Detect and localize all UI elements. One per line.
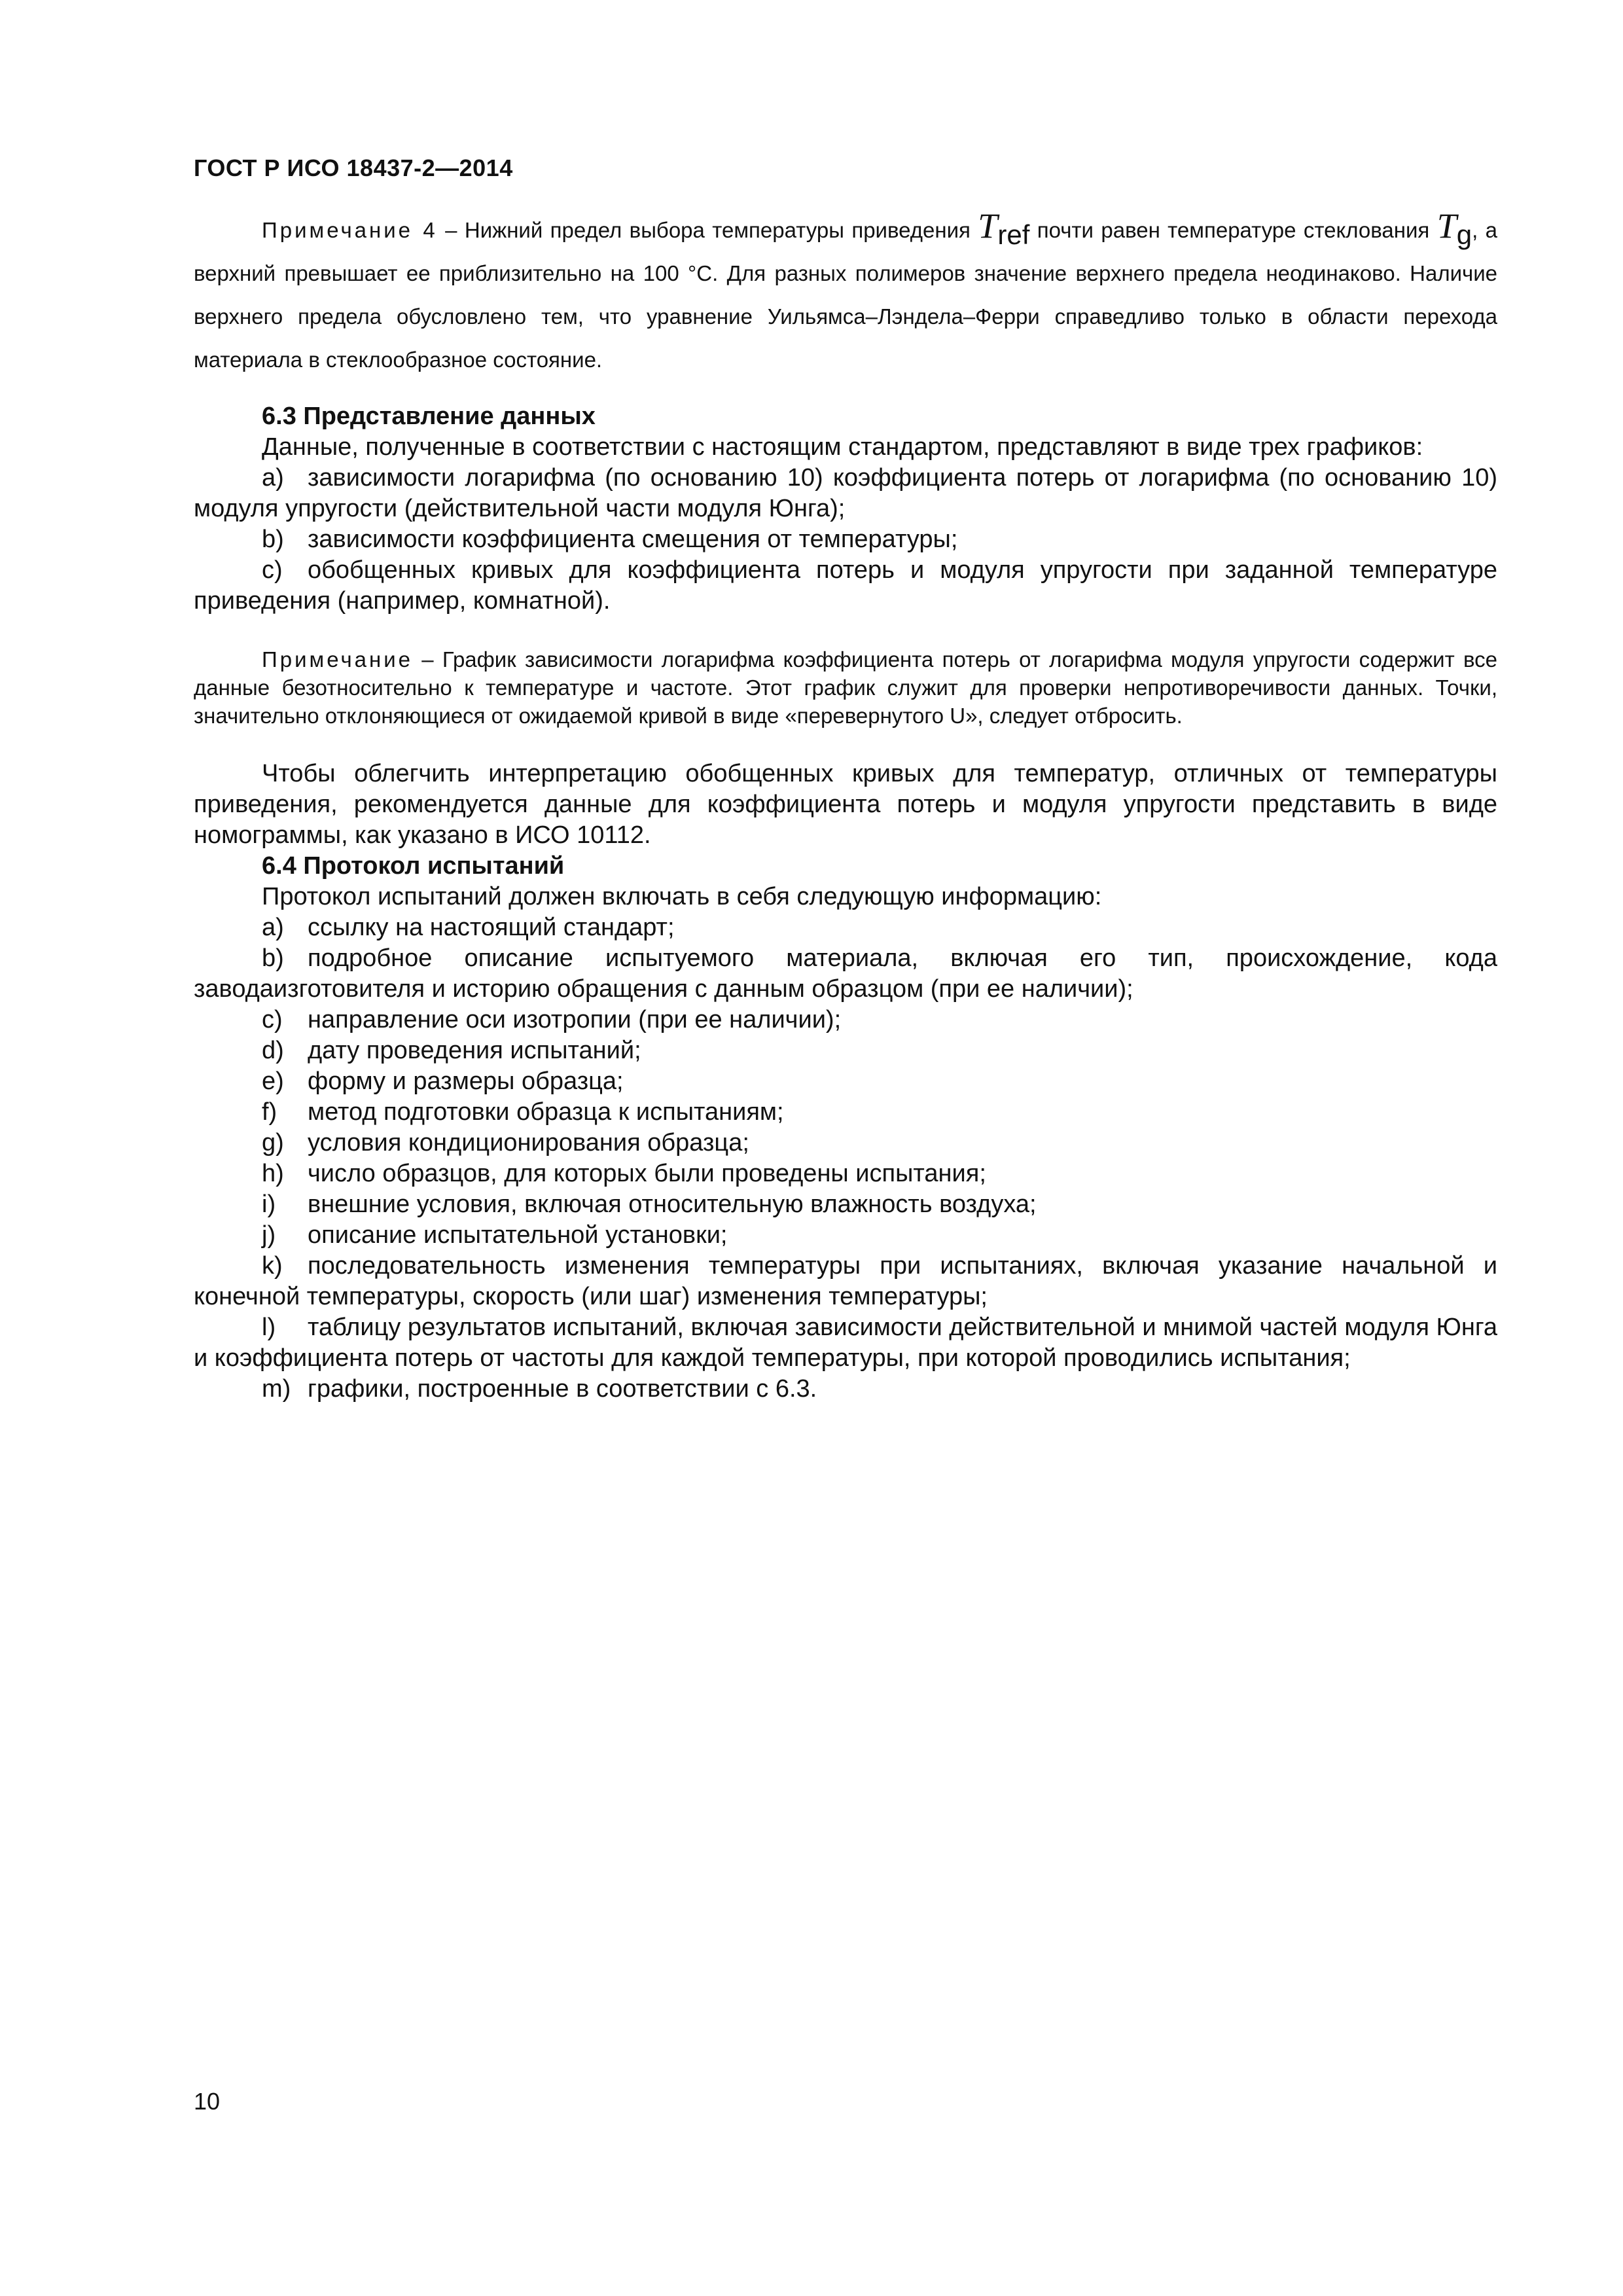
section-6-4-item-g [194, 1128, 1497, 1158]
item-text: таблицу результатов испытаний, включая зависимости действительной и мнимой частей модуля Юнга и коэффициента потерь от частоты для каждой температуры, при которой проводились испытания; [194, 1314, 1497, 1372]
section-6-4-heading: 6.4 Протокол испытаний [262, 852, 565, 880]
item-marker: i) [262, 1191, 276, 1218]
item-text: число образцов, для которых были проведены испытания; [308, 1160, 986, 1187]
item-marker: d) [262, 1037, 284, 1064]
section-6-3-item-c [194, 555, 1497, 617]
item-marker: k) [262, 1252, 283, 1280]
item-text: метод подготовки образца к испытаниям; [308, 1098, 784, 1126]
note-text: – График зависимости логарифма коэффициента потерь от логарифма модуля упругости содержит все данные безотносительно к температуре и частоте. Этот график служит для проверки непротиворечивости данных. Точки, значительно отклоняющиеся от ожидаемой кривой в виде «перевернутого U», следует отбросить. [194, 647, 1497, 728]
item-marker: c) [262, 556, 283, 584]
t-ref-subscript: ref [997, 219, 1030, 250]
section-6-4-item-m [194, 1374, 1497, 1405]
item-marker: g) [262, 1129, 284, 1157]
section-6-3-intro: Данные, полученные в соответствии с настоящим стандартом, представляют в виде трех графиков: [262, 433, 1423, 461]
item-marker: h) [262, 1160, 284, 1187]
section-6-4-item-h [194, 1158, 1497, 1189]
page-content [194, 204, 1497, 1405]
section-6-4-item-a [194, 912, 1497, 943]
item-marker: a) [262, 464, 284, 492]
section-6-4-item-l [194, 1312, 1497, 1374]
item-text: графики, построенные в соответствии с 6.3. [308, 1375, 817, 1403]
note-label: Примечание [262, 647, 414, 672]
item-text: обобщенных кривых для коэффициента потерь и модуля упругости при заданной температуре приведения (например, комнатной). [194, 556, 1497, 615]
item-text: дату проведения испытаний; [308, 1037, 641, 1064]
page-number: 10 [194, 2088, 221, 2115]
item-text: форму и размеры образца; [308, 1067, 624, 1095]
item-text: условия кондиционирования образца; [308, 1129, 749, 1157]
t-g-subscript: g [1456, 219, 1472, 250]
item-text: последовательность изменения температуры при испытаниях, включая указание начальной и конечной температуры, скорость (или шаг) изменения температуры; [194, 1252, 1497, 1310]
note-4-text-part2: почти равен температуре стеклования [1029, 218, 1437, 242]
section-6-4-item-e [194, 1066, 1497, 1097]
section-6-4-item-d [194, 1035, 1497, 1066]
item-text: ссылку на настоящий стандарт; [308, 914, 675, 941]
section-6-4-intro: Протокол испытаний должен включать в себя следующую информацию: [262, 883, 1102, 910]
section-6-4-item-j [194, 1220, 1497, 1251]
section-6-4-item-b [194, 943, 1497, 1005]
item-marker: f) [262, 1098, 277, 1126]
item-marker: a) [262, 914, 284, 941]
item-text: зависимости коэффициента смещения от температуры; [308, 526, 958, 553]
item-marker: e) [262, 1067, 284, 1095]
section-6-4-item-k [194, 1251, 1497, 1312]
spacer [194, 617, 1497, 645]
item-text: внешние условия, включая относительную влажность воздуха; [308, 1191, 1037, 1218]
item-marker: b) [262, 526, 284, 553]
section-6-3-item-b [194, 524, 1497, 555]
note-4 [194, 204, 1497, 382]
t-ref-symbol: T [978, 206, 998, 245]
section-6-4-item-i [194, 1189, 1497, 1220]
item-marker: j) [262, 1221, 276, 1249]
note-4-label: Примечание 4 [262, 218, 438, 242]
section-6-4-item-f [194, 1097, 1497, 1128]
t-g-symbol: T [1436, 206, 1457, 245]
item-marker: l) [262, 1314, 276, 1341]
spacer [194, 730, 1497, 759]
item-text: описание испытательной установки; [308, 1221, 728, 1249]
section-6-3-note [194, 645, 1497, 730]
section-6-4-item-c [194, 1005, 1497, 1035]
item-marker: b) [262, 944, 284, 972]
spacer [194, 382, 1497, 401]
item-text: направление оси изотропии (при ее наличии); [308, 1006, 842, 1033]
item-marker: c) [262, 1006, 283, 1033]
note-4-text-part3: , а верхний превышает ее приблизительно на 100 °С. Для разных полимеров значение верхнего предела неодинаково. Наличие верхнего предела обусловлено тем, что уравнение Уильямса–Лэндела–Ферри справедливо только в области перехода материала в стеклообразное состояние. [194, 218, 1497, 372]
document-header: ГОСТ Р ИСО 18437-2—2014 [194, 154, 513, 181]
item-text: зависимости логарифма (по основанию 10) коэффициента потерь от логарифма (по основанию 10) модуля упругости (действительной части модуля Юнга); [194, 464, 1497, 522]
item-text: подробное описание испытуемого материала, включая его тип, происхождение, кода заводаизготовителя и историю обращения с данным образцом (при ее наличии); [194, 944, 1497, 1003]
item-marker: m) [262, 1375, 291, 1403]
section-6-3-heading: 6.3 Представление данных [262, 403, 596, 430]
section-6-3-closing: Чтобы облегчить интерпретацию обобщенных кривых для температур, отличных от температуры приведения, рекомендуется данные для коэффициента потерь и модуля упругости представить в виде номограммы, как указано в ИСО 10112. [194, 760, 1497, 849]
note-4-text-part1: – Нижний предел выбора температуры приведения [437, 218, 978, 242]
section-6-3-item-a [194, 463, 1497, 524]
